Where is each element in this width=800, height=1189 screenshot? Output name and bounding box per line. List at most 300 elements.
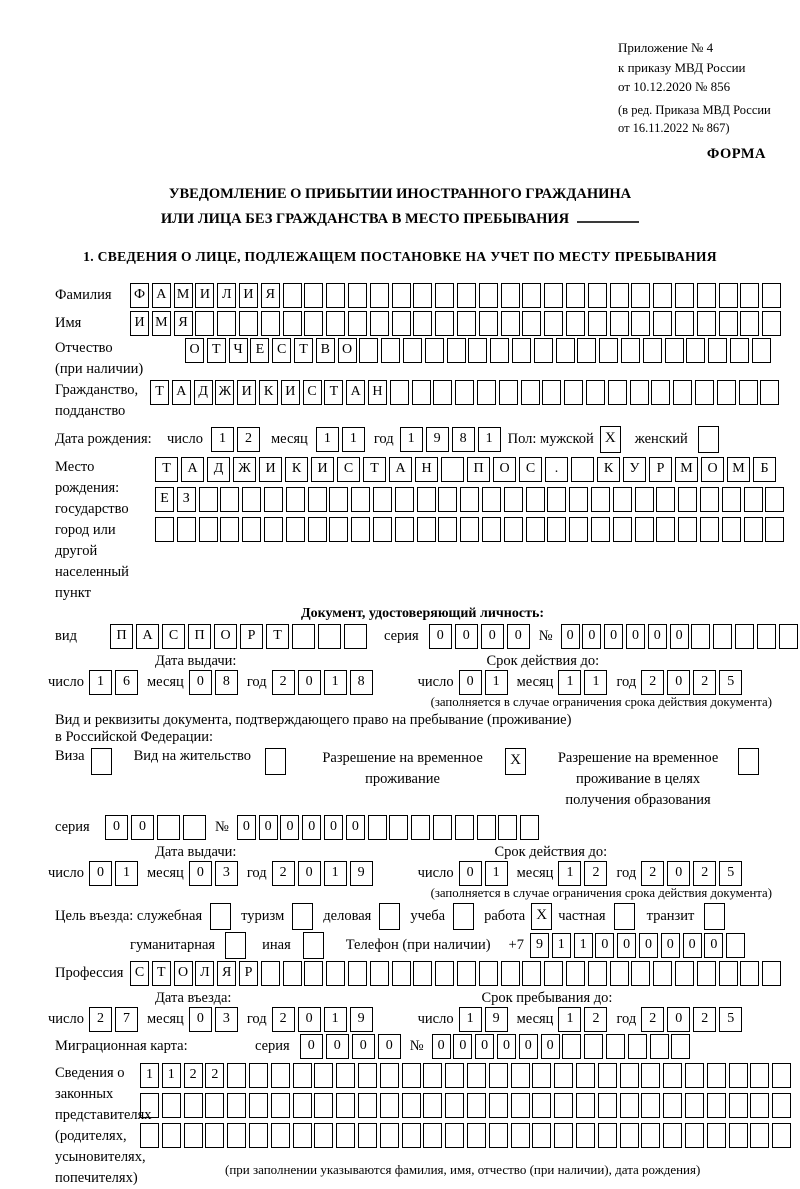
char-cell[interactable] bbox=[571, 457, 594, 482]
char-cell[interactable]: 0 bbox=[346, 815, 365, 840]
char-cell[interactable] bbox=[729, 1063, 748, 1088]
char-cell[interactable] bbox=[412, 380, 431, 405]
char-cell[interactable] bbox=[562, 1034, 581, 1059]
char-cell[interactable] bbox=[697, 311, 716, 336]
char-cell[interactable] bbox=[433, 815, 452, 840]
char-cell[interactable] bbox=[413, 283, 432, 308]
char-cell[interactable] bbox=[663, 1123, 682, 1148]
char-cell[interactable] bbox=[411, 815, 430, 840]
char-cell[interactable] bbox=[242, 517, 261, 542]
char-cell[interactable] bbox=[423, 1093, 442, 1118]
other-checkbox[interactable] bbox=[303, 932, 324, 959]
char-cell[interactable]: В bbox=[316, 338, 335, 363]
char-cell[interactable] bbox=[358, 1123, 377, 1148]
char-cell[interactable]: Ч bbox=[229, 338, 248, 363]
char-cell[interactable]: 0 bbox=[507, 624, 530, 649]
char-cell[interactable] bbox=[708, 338, 727, 363]
char-cell[interactable]: 9 bbox=[350, 1007, 373, 1032]
char-cell[interactable] bbox=[249, 1123, 268, 1148]
char-cell[interactable] bbox=[566, 283, 585, 308]
char-cell[interactable] bbox=[499, 380, 518, 405]
char-cell[interactable]: С bbox=[272, 338, 291, 363]
char-cell[interactable] bbox=[542, 380, 561, 405]
char-cell[interactable] bbox=[635, 487, 654, 512]
char-cell[interactable]: Т bbox=[152, 961, 171, 986]
char-cell[interactable] bbox=[358, 1093, 377, 1118]
char-cell[interactable]: 9 bbox=[426, 427, 449, 452]
char-cell[interactable] bbox=[760, 380, 779, 405]
char-cell[interactable] bbox=[641, 1063, 660, 1088]
char-cell[interactable] bbox=[501, 311, 520, 336]
char-cell[interactable]: 0 bbox=[626, 624, 645, 649]
char-cell[interactable]: 1 bbox=[558, 861, 581, 886]
char-cell[interactable]: 7 bbox=[115, 1007, 138, 1032]
char-cell[interactable] bbox=[477, 815, 496, 840]
char-cell[interactable] bbox=[522, 961, 541, 986]
char-cell[interactable] bbox=[653, 283, 672, 308]
char-cell[interactable]: 0 bbox=[324, 815, 343, 840]
char-cell[interactable] bbox=[468, 338, 487, 363]
char-cell[interactable]: О bbox=[174, 961, 193, 986]
char-cell[interactable] bbox=[675, 961, 694, 986]
char-cell[interactable] bbox=[566, 311, 585, 336]
char-cell[interactable] bbox=[348, 961, 367, 986]
char-cell[interactable] bbox=[348, 311, 367, 336]
char-cell[interactable] bbox=[569, 517, 588, 542]
char-cell[interactable] bbox=[435, 961, 454, 986]
char-cell[interactable] bbox=[445, 1123, 464, 1148]
char-cell[interactable] bbox=[588, 283, 607, 308]
char-cell[interactable] bbox=[441, 457, 464, 482]
char-cell[interactable]: 0 bbox=[352, 1034, 375, 1059]
char-cell[interactable] bbox=[264, 487, 283, 512]
char-cell[interactable] bbox=[685, 1063, 704, 1088]
char-cell[interactable] bbox=[729, 1093, 748, 1118]
rvp-checkbox[interactable]: X bbox=[505, 748, 526, 775]
char-cell[interactable] bbox=[271, 1123, 290, 1148]
char-cell[interactable] bbox=[532, 1093, 551, 1118]
char-cell[interactable] bbox=[566, 961, 585, 986]
char-cell[interactable]: 1 bbox=[459, 1007, 482, 1032]
char-cell[interactable]: 0 bbox=[475, 1034, 494, 1059]
char-cell[interactable] bbox=[329, 487, 348, 512]
char-cell[interactable]: И bbox=[311, 457, 334, 482]
char-cell[interactable] bbox=[598, 1063, 617, 1088]
char-cell[interactable] bbox=[671, 1034, 690, 1059]
char-cell[interactable] bbox=[750, 1123, 769, 1148]
char-cell[interactable] bbox=[435, 283, 454, 308]
char-cell[interactable]: С bbox=[519, 457, 542, 482]
char-cell[interactable]: 0 bbox=[189, 1007, 212, 1032]
char-cell[interactable]: Т bbox=[294, 338, 313, 363]
char-cell[interactable] bbox=[417, 517, 436, 542]
char-cell[interactable] bbox=[457, 961, 476, 986]
char-cell[interactable] bbox=[199, 517, 218, 542]
char-cell[interactable]: М bbox=[675, 457, 698, 482]
char-cell[interactable] bbox=[457, 283, 476, 308]
char-cell[interactable] bbox=[569, 487, 588, 512]
char-cell[interactable]: 0 bbox=[582, 624, 601, 649]
char-cell[interactable] bbox=[685, 1093, 704, 1118]
char-cell[interactable] bbox=[522, 283, 541, 308]
char-cell[interactable]: 0 bbox=[667, 670, 690, 695]
char-cell[interactable]: А bbox=[136, 624, 159, 649]
char-cell[interactable] bbox=[554, 1093, 573, 1118]
char-cell[interactable] bbox=[498, 815, 517, 840]
char-cell[interactable] bbox=[227, 1093, 246, 1118]
char-cell[interactable]: 1 bbox=[478, 427, 501, 452]
char-cell[interactable] bbox=[556, 338, 575, 363]
char-cell[interactable] bbox=[577, 338, 596, 363]
char-cell[interactable]: Т bbox=[207, 338, 226, 363]
char-cell[interactable] bbox=[707, 1093, 726, 1118]
char-cell[interactable] bbox=[576, 1063, 595, 1088]
char-cell[interactable]: 2 bbox=[641, 861, 664, 886]
char-cell[interactable]: А bbox=[389, 457, 412, 482]
char-cell[interactable]: 5 bbox=[719, 1007, 742, 1032]
char-cell[interactable] bbox=[532, 1123, 551, 1148]
char-cell[interactable]: 0 bbox=[595, 933, 614, 958]
char-cell[interactable]: 8 bbox=[452, 427, 475, 452]
char-cell[interactable]: Д bbox=[194, 380, 213, 405]
char-cell[interactable]: 0 bbox=[298, 1007, 321, 1032]
char-cell[interactable] bbox=[445, 1093, 464, 1118]
char-cell[interactable] bbox=[447, 338, 466, 363]
char-cell[interactable]: 0 bbox=[481, 624, 504, 649]
char-cell[interactable] bbox=[195, 311, 214, 336]
char-cell[interactable]: 0 bbox=[189, 670, 212, 695]
char-cell[interactable] bbox=[719, 961, 738, 986]
humanitarian-checkbox[interactable] bbox=[225, 932, 246, 959]
char-cell[interactable] bbox=[631, 311, 650, 336]
char-cell[interactable] bbox=[283, 961, 302, 986]
char-cell[interactable] bbox=[588, 311, 607, 336]
char-cell[interactable] bbox=[467, 1123, 486, 1148]
char-cell[interactable] bbox=[336, 1093, 355, 1118]
char-cell[interactable] bbox=[532, 1063, 551, 1088]
char-cell[interactable] bbox=[650, 1034, 669, 1059]
char-cell[interactable] bbox=[586, 380, 605, 405]
char-cell[interactable]: 0 bbox=[541, 1034, 560, 1059]
char-cell[interactable] bbox=[641, 1123, 660, 1148]
char-cell[interactable] bbox=[293, 1063, 312, 1088]
char-cell[interactable]: Т bbox=[150, 380, 169, 405]
char-cell[interactable]: Р bbox=[239, 961, 258, 986]
char-cell[interactable] bbox=[651, 380, 670, 405]
char-cell[interactable]: 0 bbox=[378, 1034, 401, 1059]
char-cell[interactable] bbox=[479, 283, 498, 308]
char-cell[interactable] bbox=[606, 1034, 625, 1059]
char-cell[interactable]: 1 bbox=[558, 670, 581, 695]
char-cell[interactable]: 0 bbox=[89, 861, 112, 886]
char-cell[interactable] bbox=[490, 338, 509, 363]
char-cell[interactable]: 1 bbox=[140, 1063, 159, 1088]
char-cell[interactable] bbox=[368, 815, 387, 840]
char-cell[interactable]: К bbox=[285, 457, 308, 482]
char-cell[interactable] bbox=[643, 338, 662, 363]
char-cell[interactable] bbox=[695, 380, 714, 405]
char-cell[interactable]: З bbox=[177, 487, 196, 512]
char-cell[interactable]: Р bbox=[649, 457, 672, 482]
char-cell[interactable]: С bbox=[303, 380, 322, 405]
char-cell[interactable] bbox=[740, 311, 759, 336]
char-cell[interactable]: С bbox=[130, 961, 149, 986]
char-cell[interactable]: О bbox=[214, 624, 237, 649]
female-checkbox[interactable] bbox=[698, 426, 719, 453]
char-cell[interactable] bbox=[423, 1123, 442, 1148]
char-cell[interactable] bbox=[729, 1123, 748, 1148]
char-cell[interactable]: 0 bbox=[298, 670, 321, 695]
char-cell[interactable]: М bbox=[152, 311, 171, 336]
char-cell[interactable] bbox=[631, 283, 650, 308]
char-cell[interactable] bbox=[308, 517, 327, 542]
char-cell[interactable] bbox=[402, 1063, 421, 1088]
char-cell[interactable] bbox=[653, 311, 672, 336]
char-cell[interactable] bbox=[348, 283, 367, 308]
char-cell[interactable] bbox=[370, 961, 389, 986]
char-cell[interactable] bbox=[740, 961, 759, 986]
char-cell[interactable]: 5 bbox=[719, 670, 742, 695]
char-cell[interactable] bbox=[326, 311, 345, 336]
char-cell[interactable]: О bbox=[701, 457, 724, 482]
char-cell[interactable] bbox=[457, 311, 476, 336]
char-cell[interactable]: Т bbox=[155, 457, 178, 482]
char-cell[interactable]: Т bbox=[266, 624, 289, 649]
char-cell[interactable]: 2 bbox=[237, 427, 260, 452]
char-cell[interactable] bbox=[423, 1063, 442, 1088]
char-cell[interactable]: 0 bbox=[429, 624, 452, 649]
char-cell[interactable]: 0 bbox=[280, 815, 299, 840]
char-cell[interactable] bbox=[700, 517, 719, 542]
char-cell[interactable] bbox=[482, 517, 501, 542]
char-cell[interactable] bbox=[344, 624, 367, 649]
char-cell[interactable] bbox=[329, 517, 348, 542]
char-cell[interactable] bbox=[691, 624, 710, 649]
char-cell[interactable]: Л bbox=[195, 961, 214, 986]
char-cell[interactable] bbox=[717, 380, 736, 405]
char-cell[interactable]: 2 bbox=[272, 861, 295, 886]
char-cell[interactable] bbox=[199, 487, 218, 512]
char-cell[interactable] bbox=[381, 338, 400, 363]
char-cell[interactable] bbox=[628, 1034, 647, 1059]
char-cell[interactable] bbox=[304, 283, 323, 308]
char-cell[interactable]: Ж bbox=[215, 380, 234, 405]
char-cell[interactable] bbox=[544, 283, 563, 308]
char-cell[interactable] bbox=[433, 380, 452, 405]
char-cell[interactable] bbox=[620, 1063, 639, 1088]
char-cell[interactable] bbox=[772, 1123, 791, 1148]
char-cell[interactable] bbox=[314, 1063, 333, 1088]
char-cell[interactable] bbox=[719, 311, 738, 336]
char-cell[interactable] bbox=[504, 487, 523, 512]
char-cell[interactable] bbox=[336, 1063, 355, 1088]
char-cell[interactable]: 1 bbox=[485, 861, 508, 886]
char-cell[interactable]: 0 bbox=[670, 624, 689, 649]
char-cell[interactable]: 2 bbox=[641, 1007, 664, 1032]
char-cell[interactable]: 3 bbox=[215, 861, 238, 886]
char-cell[interactable]: П bbox=[110, 624, 133, 649]
char-cell[interactable]: С bbox=[337, 457, 360, 482]
char-cell[interactable]: 2 bbox=[205, 1063, 224, 1088]
char-cell[interactable]: 0 bbox=[326, 1034, 349, 1059]
char-cell[interactable]: 1 bbox=[558, 1007, 581, 1032]
char-cell[interactable] bbox=[183, 815, 206, 840]
char-cell[interactable] bbox=[264, 517, 283, 542]
char-cell[interactable] bbox=[402, 1123, 421, 1148]
char-cell[interactable]: 2 bbox=[272, 1007, 295, 1032]
char-cell[interactable] bbox=[613, 517, 632, 542]
char-cell[interactable] bbox=[512, 338, 531, 363]
visa-checkbox[interactable] bbox=[91, 748, 112, 775]
char-cell[interactable]: 9 bbox=[485, 1007, 508, 1032]
char-cell[interactable] bbox=[314, 1123, 333, 1148]
char-cell[interactable] bbox=[620, 1093, 639, 1118]
char-cell[interactable]: 6 bbox=[115, 670, 138, 695]
char-cell[interactable] bbox=[326, 961, 345, 986]
char-cell[interactable] bbox=[722, 487, 741, 512]
char-cell[interactable]: 0 bbox=[131, 815, 154, 840]
char-cell[interactable] bbox=[460, 517, 479, 542]
char-cell[interactable]: 0 bbox=[683, 933, 702, 958]
char-cell[interactable] bbox=[392, 283, 411, 308]
char-cell[interactable]: С bbox=[162, 624, 185, 649]
tourism-checkbox[interactable] bbox=[292, 903, 313, 930]
char-cell[interactable] bbox=[467, 1093, 486, 1118]
char-cell[interactable] bbox=[665, 338, 684, 363]
char-cell[interactable] bbox=[584, 1034, 603, 1059]
char-cell[interactable] bbox=[162, 1093, 181, 1118]
char-cell[interactable] bbox=[547, 517, 566, 542]
char-cell[interactable] bbox=[598, 1123, 617, 1148]
char-cell[interactable] bbox=[205, 1123, 224, 1148]
char-cell[interactable] bbox=[220, 517, 239, 542]
char-cell[interactable]: 0 bbox=[189, 861, 212, 886]
char-cell[interactable]: А bbox=[172, 380, 191, 405]
transit-checkbox[interactable] bbox=[704, 903, 725, 930]
char-cell[interactable] bbox=[726, 933, 745, 958]
char-cell[interactable] bbox=[249, 1093, 268, 1118]
char-cell[interactable] bbox=[678, 487, 697, 512]
char-cell[interactable] bbox=[293, 1123, 312, 1148]
char-cell[interactable]: О bbox=[493, 457, 516, 482]
char-cell[interactable]: Н bbox=[368, 380, 387, 405]
char-cell[interactable]: 1 bbox=[324, 861, 347, 886]
char-cell[interactable]: Н bbox=[415, 457, 438, 482]
char-cell[interactable] bbox=[635, 517, 654, 542]
char-cell[interactable]: 1 bbox=[584, 670, 607, 695]
char-cell[interactable]: 0 bbox=[298, 861, 321, 886]
char-cell[interactable] bbox=[656, 487, 675, 512]
official-checkbox[interactable] bbox=[210, 903, 231, 930]
char-cell[interactable]: М bbox=[174, 283, 193, 308]
char-cell[interactable]: 2 bbox=[89, 1007, 112, 1032]
char-cell[interactable]: 0 bbox=[617, 933, 636, 958]
char-cell[interactable] bbox=[588, 961, 607, 986]
char-cell[interactable] bbox=[271, 1063, 290, 1088]
char-cell[interactable] bbox=[455, 380, 474, 405]
char-cell[interactable] bbox=[713, 624, 732, 649]
char-cell[interactable]: 1 bbox=[211, 427, 234, 452]
char-cell[interactable] bbox=[438, 517, 457, 542]
char-cell[interactable] bbox=[620, 1123, 639, 1148]
char-cell[interactable] bbox=[460, 487, 479, 512]
char-cell[interactable]: 8 bbox=[350, 670, 373, 695]
char-cell[interactable] bbox=[445, 1063, 464, 1088]
char-cell[interactable] bbox=[544, 311, 563, 336]
char-cell[interactable] bbox=[395, 517, 414, 542]
study-checkbox[interactable] bbox=[453, 903, 474, 930]
rvp-education-checkbox[interactable] bbox=[738, 748, 759, 775]
char-cell[interactable] bbox=[308, 487, 327, 512]
char-cell[interactable] bbox=[613, 487, 632, 512]
char-cell[interactable]: 2 bbox=[693, 670, 716, 695]
char-cell[interactable]: 0 bbox=[704, 933, 723, 958]
char-cell[interactable] bbox=[155, 517, 174, 542]
char-cell[interactable] bbox=[765, 517, 784, 542]
char-cell[interactable] bbox=[220, 487, 239, 512]
char-cell[interactable] bbox=[501, 283, 520, 308]
char-cell[interactable]: Т bbox=[324, 380, 343, 405]
char-cell[interactable] bbox=[283, 311, 302, 336]
char-cell[interactable] bbox=[631, 961, 650, 986]
char-cell[interactable]: 0 bbox=[519, 1034, 538, 1059]
char-cell[interactable]: 1 bbox=[316, 427, 339, 452]
char-cell[interactable] bbox=[413, 311, 432, 336]
char-cell[interactable] bbox=[772, 1063, 791, 1088]
char-cell[interactable] bbox=[482, 487, 501, 512]
char-cell[interactable]: 0 bbox=[105, 815, 128, 840]
char-cell[interactable] bbox=[744, 517, 763, 542]
char-cell[interactable] bbox=[402, 1093, 421, 1118]
char-cell[interactable] bbox=[762, 961, 781, 986]
char-cell[interactable] bbox=[772, 1093, 791, 1118]
char-cell[interactable]: 1 bbox=[574, 933, 593, 958]
char-cell[interactable] bbox=[389, 815, 408, 840]
char-cell[interactable] bbox=[479, 961, 498, 986]
char-cell[interactable]: 0 bbox=[455, 624, 478, 649]
char-cell[interactable]: 0 bbox=[497, 1034, 516, 1059]
char-cell[interactable]: И bbox=[237, 380, 256, 405]
char-cell[interactable] bbox=[719, 283, 738, 308]
char-cell[interactable] bbox=[205, 1093, 224, 1118]
char-cell[interactable] bbox=[641, 1093, 660, 1118]
char-cell[interactable] bbox=[511, 1093, 530, 1118]
char-cell[interactable]: Я bbox=[217, 961, 236, 986]
char-cell[interactable] bbox=[621, 338, 640, 363]
char-cell[interactable] bbox=[489, 1093, 508, 1118]
char-cell[interactable] bbox=[177, 517, 196, 542]
char-cell[interactable] bbox=[750, 1093, 769, 1118]
char-cell[interactable] bbox=[392, 961, 411, 986]
char-cell[interactable] bbox=[359, 338, 378, 363]
char-cell[interactable] bbox=[547, 487, 566, 512]
char-cell[interactable]: Е bbox=[155, 487, 174, 512]
char-cell[interactable] bbox=[184, 1093, 203, 1118]
char-cell[interactable] bbox=[318, 624, 341, 649]
char-cell[interactable]: Б bbox=[753, 457, 776, 482]
char-cell[interactable]: 1 bbox=[115, 861, 138, 886]
char-cell[interactable]: И bbox=[281, 380, 300, 405]
char-cell[interactable] bbox=[610, 961, 629, 986]
char-cell[interactable] bbox=[351, 517, 370, 542]
char-cell[interactable] bbox=[413, 961, 432, 986]
char-cell[interactable]: 2 bbox=[693, 1007, 716, 1032]
char-cell[interactable] bbox=[326, 283, 345, 308]
char-cell[interactable] bbox=[673, 380, 692, 405]
char-cell[interactable]: 1 bbox=[89, 670, 112, 695]
char-cell[interactable] bbox=[707, 1063, 726, 1088]
char-cell[interactable]: 0 bbox=[667, 861, 690, 886]
